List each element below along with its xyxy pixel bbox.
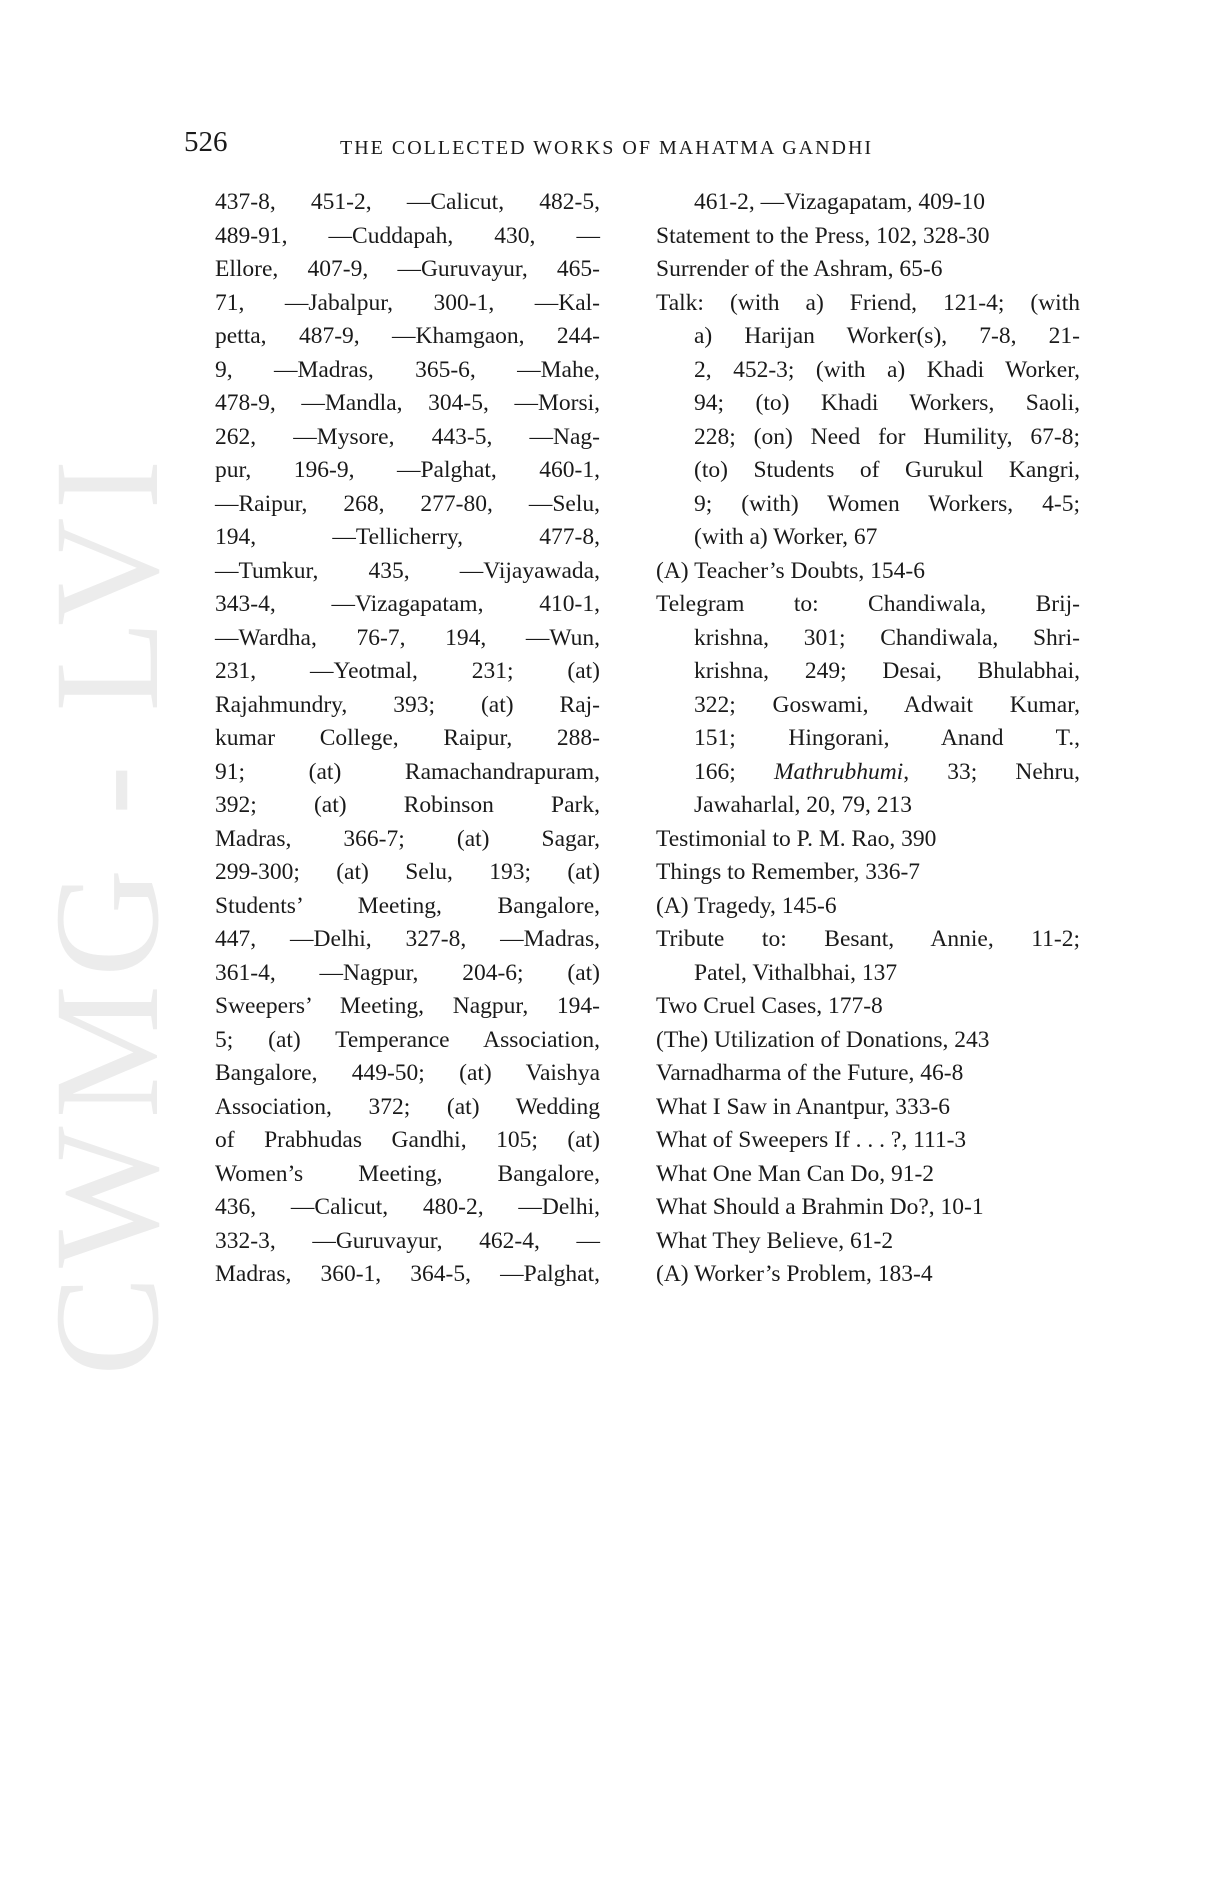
index-line: 436, —Calicut, 480-2, —Delhi,: [215, 1194, 600, 1220]
index-line: (with a) Worker, 67: [694, 524, 878, 550]
index-line: kumar College, Raipur, 288-: [215, 725, 600, 751]
index-line: of Prabhudas Gandhi, 105; (at): [215, 1127, 600, 1153]
page-number: 526: [184, 126, 228, 158]
index-line: —Wardha, 76-7, 194, —Wun,: [215, 624, 600, 651]
index-line: What of Sweepers If . . . ?, 111-3: [656, 1127, 967, 1153]
index-line: Rajahmundry, 393; (at) Raj-: [215, 691, 600, 718]
index-line: Things to Remember, 336-7: [656, 859, 921, 885]
index-line: Madras, 360-1, 364-5, —Palghat,: [215, 1261, 600, 1287]
index-line: Varnadharma of the Future, 46-8: [656, 1060, 964, 1086]
index-line: 231, —Yeotmal, 231; (at): [215, 658, 600, 684]
running-title: THE COLLECTED WORKS OF MAHATMA GANDHI: [340, 137, 874, 159]
index-line: —Tumkur, 435, —Vijayawada,: [215, 557, 600, 584]
index-line: 478-9, —Mandla, 304-5, —Morsi,: [215, 390, 600, 416]
index-line: Patel, Vithalbhai, 137: [694, 959, 898, 986]
index-line: 489-91, —Cuddapah, 430, —: [215, 222, 600, 249]
index-line: 361-4, —Nagpur, 204-6; (at): [215, 959, 600, 986]
index-line: Sweepers’ Meeting, Nagpur, 194-: [215, 993, 600, 1019]
index-line: pur, 196-9, —Palghat, 460-1,: [215, 457, 600, 483]
index-line: (to) Students of Gurukul Kangri,: [694, 457, 1080, 483]
index-line: 151; Hingorani, Anand T.,: [694, 725, 1080, 751]
index-line: —Raipur, 268, 277-80, —Selu,: [215, 490, 600, 517]
index-line: krishna, 249; Desai, Bhulabhai,: [694, 658, 1080, 684]
index-line: 71, —Jabalpur, 300-1, —Kal-: [215, 289, 600, 316]
index-line: Telegram to: Chandiwala, Brij-: [656, 591, 1080, 617]
index-line: 94; (to) Khadi Workers, Saoli,: [694, 390, 1080, 416]
index-line: 9; (with) Women Workers, 4-5;: [694, 490, 1080, 517]
index-line: Testimonial to P. M. Rao, 390: [656, 825, 937, 852]
index-line: petta, 487-9, —Khamgaon, 244-: [215, 323, 600, 349]
index-line: 322; Goswami, Adwait Kumar,: [694, 691, 1080, 718]
index-line: 437-8, 451-2, —Calicut, 482-5,: [215, 189, 600, 215]
index-line: 262, —Mysore, 443-5, —Nag-: [215, 423, 600, 450]
index-line: krishna, 301; Chandiwala, Shri-: [694, 624, 1080, 651]
index-column-right: [656, 186, 1080, 1292]
index-line: Jawaharlal, 20, 79, 213: [694, 792, 912, 818]
index-line: a) Harijan Worker(s), 7-8, 21-: [694, 323, 1080, 349]
index-line: What One Man Can Do, 91-2: [656, 1160, 935, 1187]
index-line: 194, —Tellicherry, 477-8,: [215, 524, 600, 550]
index-line: Bangalore, 449-50; (at) Vaishya: [215, 1060, 600, 1086]
index-line: 166; Mathrubhumi, 33; Nehru,: [694, 758, 1080, 785]
index-line: (A) Worker’s Problem, 183-4: [656, 1261, 933, 1287]
index-line: 2, 452-3; (with a) Khadi Worker,: [694, 356, 1080, 383]
index-line: What I Saw in Anantpur, 333-6: [656, 1093, 951, 1120]
index-line: 461-2, —Vizagapatam, 409-10: [694, 189, 985, 215]
index-line: (The) Utilization of Donations, 243: [656, 1026, 990, 1053]
watermark: CWMG - LVI: [24, 451, 190, 1376]
index-column-left: [215, 186, 600, 1292]
index-line: Talk: (with a) Friend, 121-4; (with: [656, 289, 1080, 316]
index-line: 299-300; (at) Selu, 193; (at): [215, 859, 600, 885]
index-line: 332-3, —Guruvayur, 462-4, —: [215, 1227, 600, 1254]
index-line: Madras, 366-7; (at) Sagar,: [215, 825, 600, 852]
index-line: 228; (on) Need for Humility, 67-8;: [694, 423, 1080, 450]
index-line: 5; (at) Temperance Association,: [215, 1026, 600, 1053]
index-line: Ellore, 407-9, —Guruvayur, 465-: [215, 256, 600, 282]
index-line: Association, 372; (at) Wedding: [215, 1093, 600, 1120]
index-line: 392; (at) Robinson Park,: [215, 792, 600, 818]
index-line: What Should a Brahmin Do?, 10-1: [656, 1194, 984, 1220]
index-line: What They Believe, 61-2: [656, 1227, 894, 1254]
index-line: Statement to the Press, 102, 328-30: [656, 222, 990, 249]
index-line: Students’ Meeting, Bangalore,: [215, 892, 600, 919]
index-line: (A) Teacher’s Doubts, 154-6: [656, 557, 925, 584]
index-line: 91; (at) Ramachandrapuram,: [215, 758, 600, 785]
index-line: Tribute to: Besant, Annie, 11-2;: [656, 926, 1080, 952]
index-line: 447, —Delhi, 327-8, —Madras,: [215, 926, 600, 952]
index-line: 343-4, —Vizagapatam, 410-1,: [215, 591, 600, 617]
index-line: 9, —Madras, 365-6, —Mahe,: [215, 356, 600, 383]
index-line: Surrender of the Ashram, 65-6: [656, 256, 943, 282]
index-line: Two Cruel Cases, 177-8: [656, 993, 883, 1019]
index-line: Women’s Meeting, Bangalore,: [215, 1160, 600, 1187]
index-line: (A) Tragedy, 145-6: [656, 892, 837, 919]
